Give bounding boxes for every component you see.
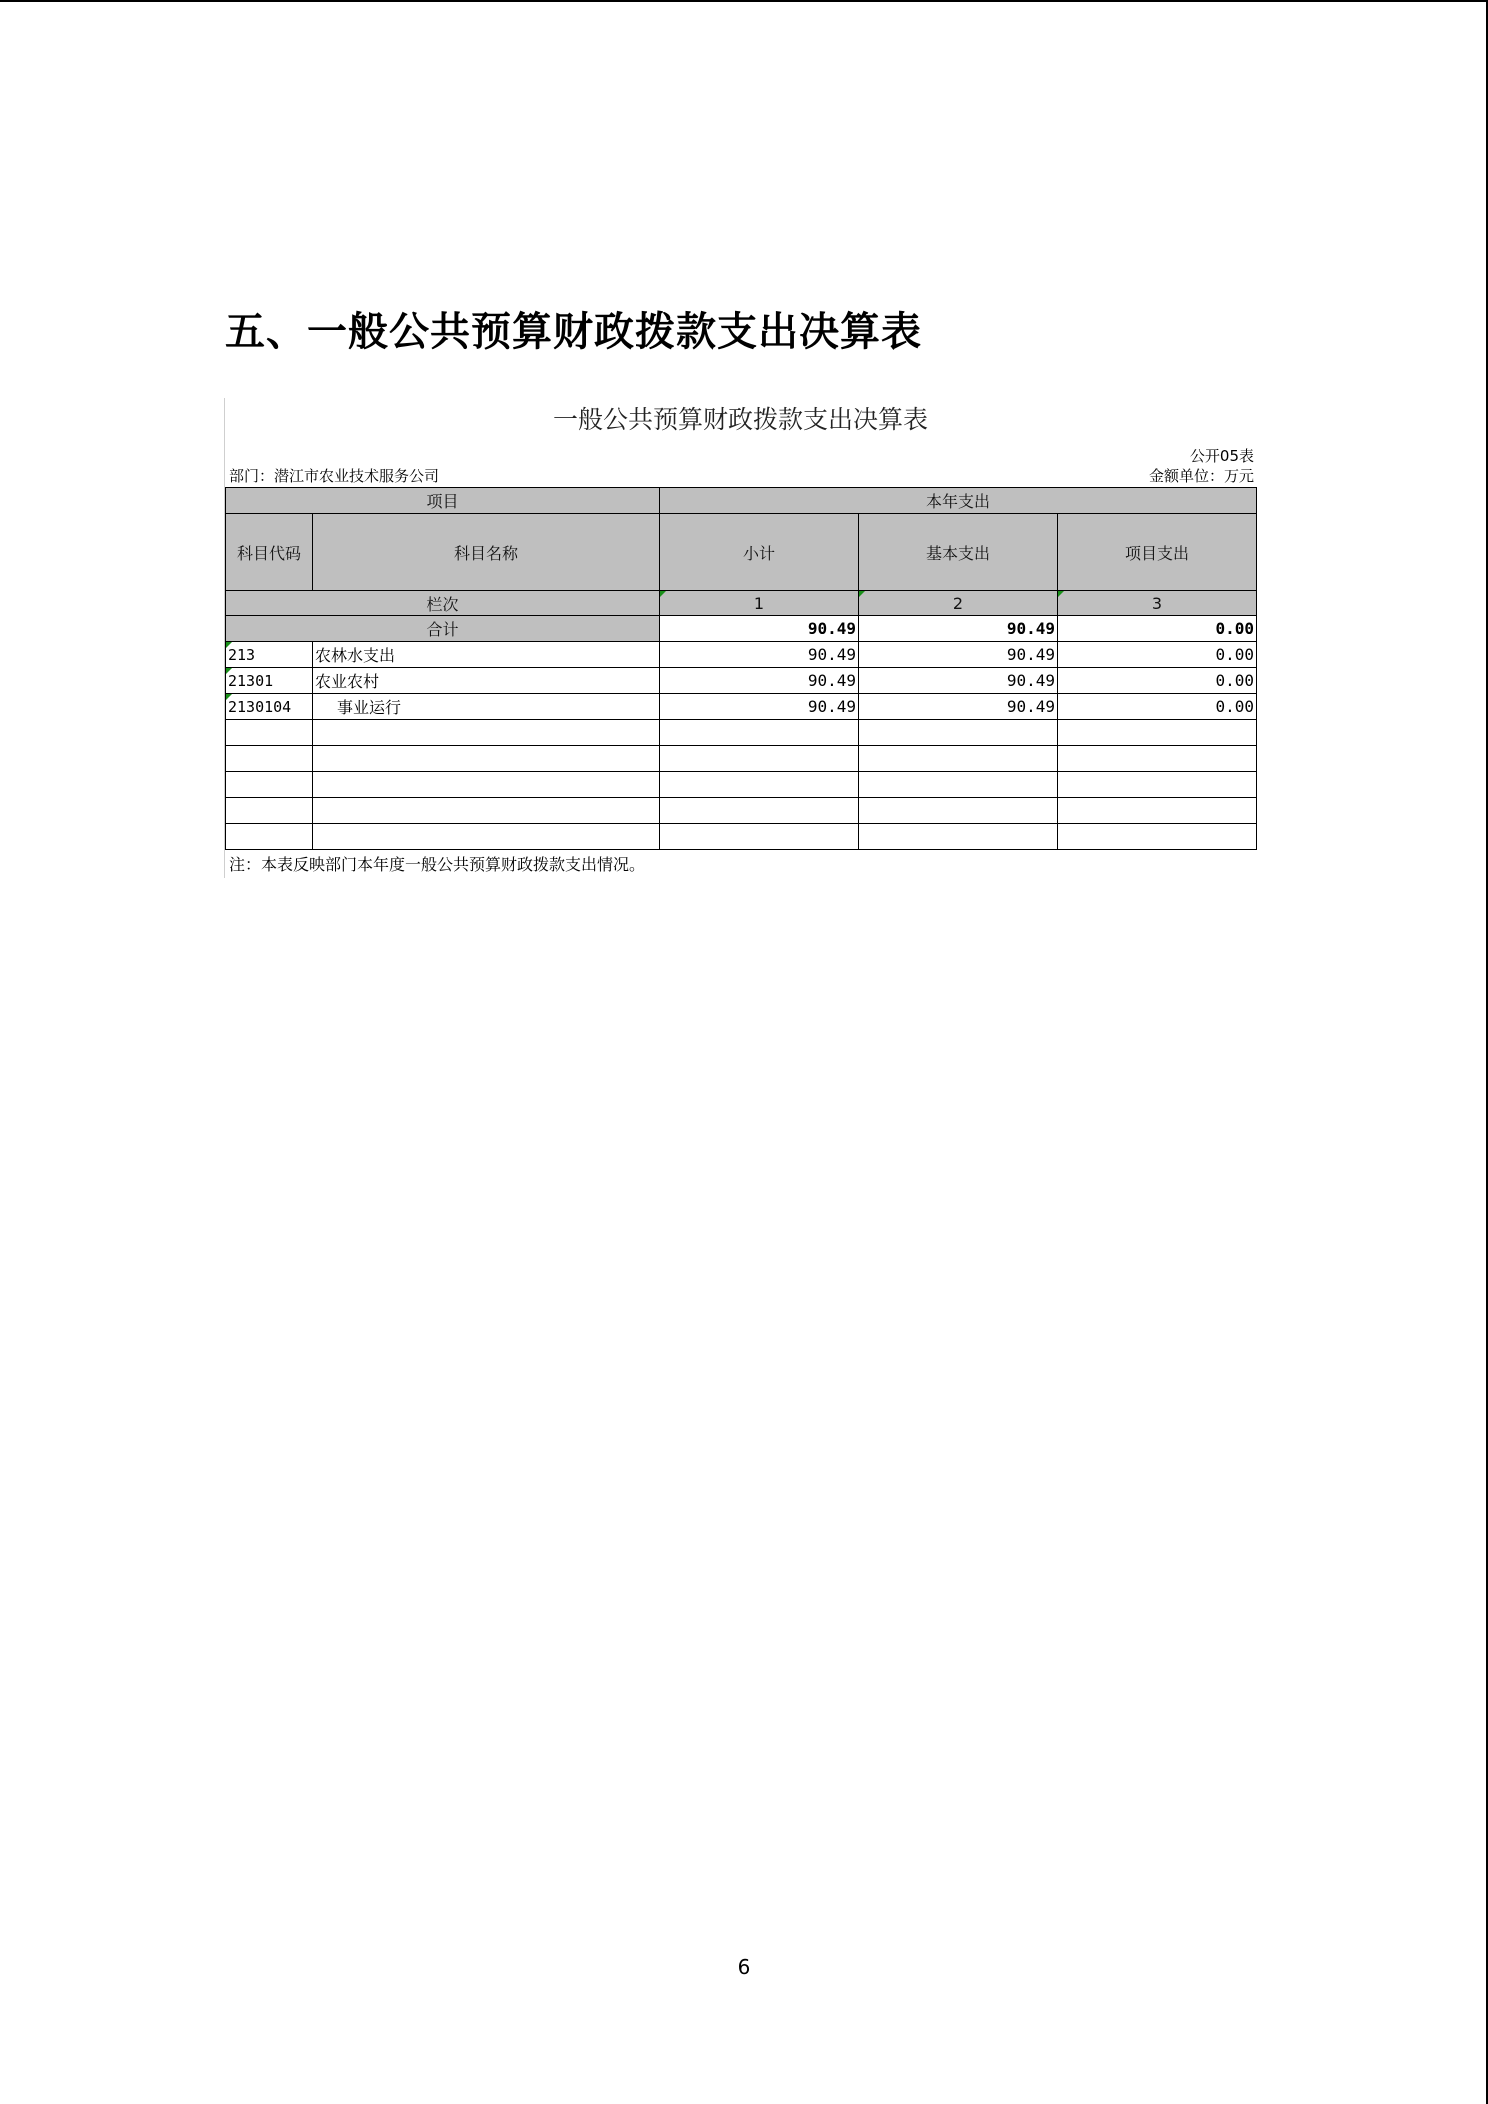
header-subtotal: 小计 xyxy=(660,514,859,591)
row-code: 2130104 xyxy=(226,694,313,720)
row-basic: 90.49 xyxy=(859,642,1058,668)
section-heading: 五、一般公共预算财政拨款支出决算表 xyxy=(225,308,922,355)
empty-row xyxy=(226,772,1257,798)
total-label: 合计 xyxy=(226,616,660,642)
row-name: 农业农村 xyxy=(313,668,660,694)
row-project: 0.00 xyxy=(1058,668,1257,694)
header-basic: 基本支出 xyxy=(859,514,1058,591)
index-2: 2 xyxy=(859,591,1058,616)
row-code: 213 xyxy=(226,642,313,668)
index-3: 3 xyxy=(1058,591,1257,616)
total-project: 0.00 xyxy=(1058,616,1257,642)
budget-sheet xyxy=(225,398,1256,880)
table-row xyxy=(226,642,1257,668)
table-title: 一般公共预算财政拨款支出决算表 xyxy=(552,405,928,434)
row-subtotal: 90.49 xyxy=(660,694,859,720)
form-code: 公开05表 xyxy=(1189,447,1254,465)
header-row-1 xyxy=(226,488,1257,514)
row-basic: 90.49 xyxy=(859,668,1058,694)
total-subtotal: 90.49 xyxy=(660,616,859,642)
empty-row xyxy=(226,720,1257,746)
empty-row xyxy=(226,824,1257,850)
page-number: 6 xyxy=(737,1955,751,1979)
table-row xyxy=(226,668,1257,694)
unit-label: 金额单位：万元 xyxy=(1148,467,1254,485)
row-project: 0.00 xyxy=(1058,694,1257,720)
table-row xyxy=(226,694,1257,720)
header-name: 科目名称 xyxy=(313,514,660,591)
index-label: 栏次 xyxy=(226,591,660,616)
header-item: 项目 xyxy=(226,488,660,514)
table-note: 注：本表反映部门本年度一般公共预算财政拨款支出情况。 xyxy=(229,855,646,874)
header-code: 科目代码 xyxy=(226,514,313,591)
row-subtotal: 90.49 xyxy=(660,642,859,668)
row-basic: 90.49 xyxy=(859,694,1058,720)
row-code: 21301 xyxy=(226,668,313,694)
meta-row xyxy=(225,466,1256,487)
empty-row xyxy=(226,798,1257,824)
total-basic: 90.49 xyxy=(859,616,1058,642)
row-project: 0.00 xyxy=(1058,642,1257,668)
budget-table xyxy=(225,487,1257,850)
row-subtotal: 90.49 xyxy=(660,668,859,694)
department-label: 部门：潜江市农业技术服务公司 xyxy=(229,467,440,485)
header-current-year: 本年支出 xyxy=(660,488,1257,514)
header-row-2 xyxy=(226,514,1257,591)
page-top-border xyxy=(0,0,1488,2)
index-row xyxy=(226,591,1257,616)
total-row xyxy=(226,616,1257,642)
header-project: 项目支出 xyxy=(1058,514,1257,591)
row-name: 农林水支出 xyxy=(313,642,660,668)
index-1: 1 xyxy=(660,591,859,616)
row-name: 事业运行 xyxy=(313,694,660,720)
empty-row xyxy=(226,746,1257,772)
